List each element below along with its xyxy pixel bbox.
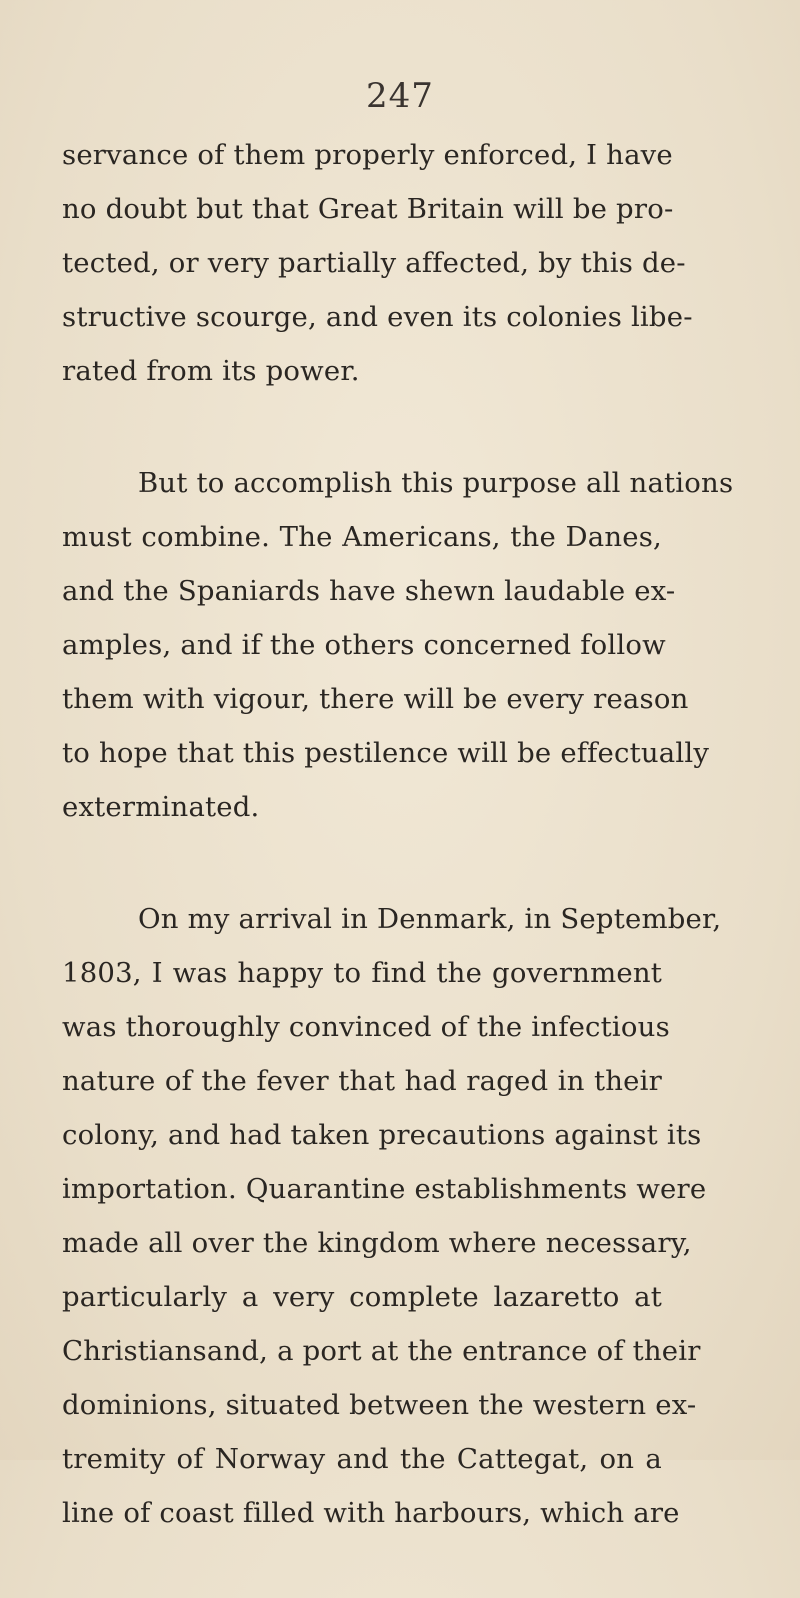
paragraph-3 <box>62 892 722 1540</box>
body-text <box>62 128 734 1598</box>
text-line: exterminated. <box>62 791 260 823</box>
text-line: to hope that this pestilence will be effectually <box>62 737 710 769</box>
text-line: Christiansand, a port at the entrance of their <box>62 1335 701 1367</box>
text-line: no doubt but that Great Britain will be pro- <box>62 193 674 225</box>
text-line: and the Spaniards have shewn laudable ex- <box>62 575 676 607</box>
text-line: colony, and had taken precautions against its <box>62 1119 702 1151</box>
text-line: line of coast filled with harbours, which are <box>62 1497 680 1529</box>
text-line: importation. Quarantine establishments were <box>62 1173 707 1205</box>
text-line: servance of them properly enforced, I have <box>62 139 673 171</box>
text-line: was thoroughly convinced of the infectious <box>62 1011 670 1043</box>
text-line: rated from its power. <box>62 355 360 387</box>
text-line: must combine. The Americans, the Danes, <box>62 521 662 553</box>
paragraph-2 <box>62 456 734 834</box>
text-line: made all over the kingdom where necessary, <box>62 1227 692 1259</box>
text-line: amples, and if the others concerned follow <box>62 629 666 661</box>
text-line: 1803, I was happy to find the government <box>62 957 662 989</box>
text-line: them with vigour, there will be every reason <box>62 683 689 715</box>
text-line: tected, or very partially affected, by this de- <box>62 247 686 279</box>
text-line: But to accomplish this purpose all nations <box>138 467 734 499</box>
page-number: 247 <box>366 76 434 116</box>
text-line: dominions, situated between the western ex- <box>62 1389 697 1421</box>
text-line: structive scourge, and even its colonies libe- <box>62 301 693 333</box>
paragraph-1 <box>62 128 693 398</box>
text-line: tremity of Norway and the Cattegat, on a <box>62 1443 662 1475</box>
text-line: particularly a very complete lazaretto at <box>62 1281 662 1313</box>
text-line: On my arrival in Denmark, in September, <box>138 903 722 935</box>
text-line: nature of the fever that had raged in their <box>62 1065 662 1097</box>
